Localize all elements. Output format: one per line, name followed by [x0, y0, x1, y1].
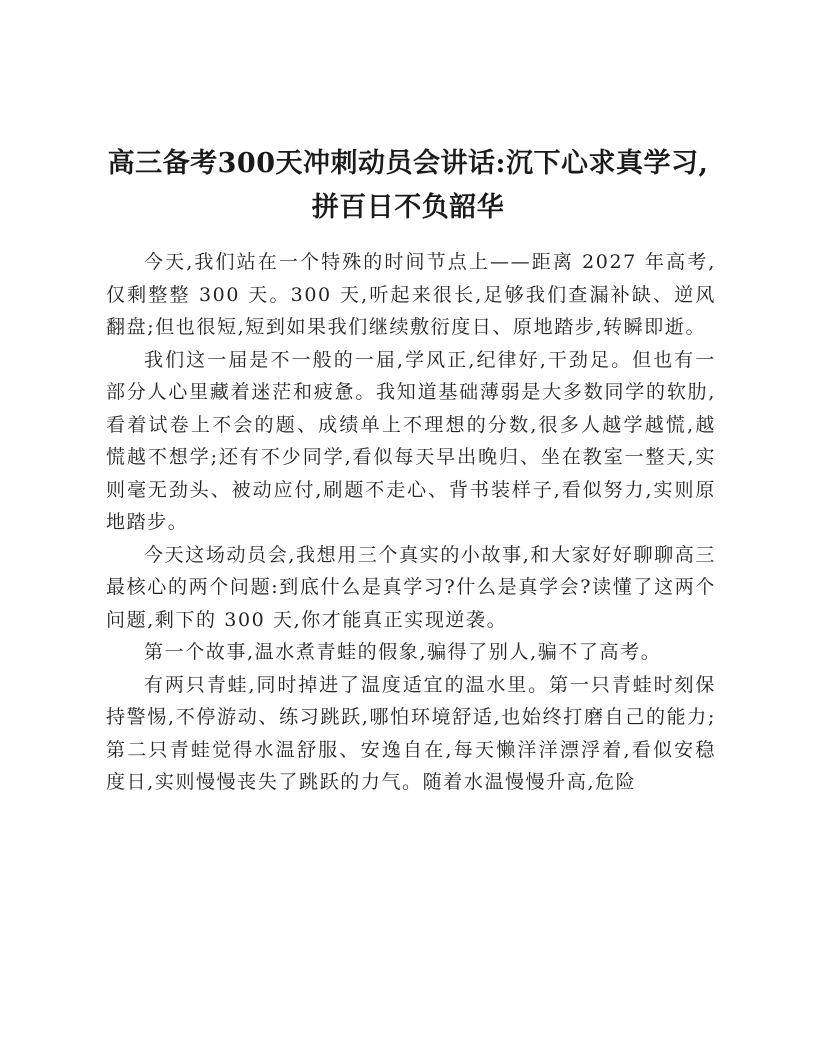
document-body	[106, 246, 716, 799]
paragraph: 我们这一届是不一般的一届,学风正,纪律好,干劲足。但也有一部分人心里藏着迷茫和疲惫。我知道基础薄弱是大多数同学的软肋,看着试卷上不会的题、成绩单上不理想的分数,很多人越学越慌,越慌越不想学;还有不少同学,看似每天早出晚归、坐在教室一整天,实则毫无劲头、被动应付,刷题不走心、背书装样子,看似努力,实则原地踏步。	[106, 348, 716, 533]
paragraph: 今天这场动员会,我想用三个真实的小故事,和大家好好聊聊高三最核心的两个问题:到底什么是真学习?什么是真学会?读懂了这两个问题,剩下的 300 天,你才能真正实现逆袭。	[106, 543, 716, 631]
paragraph: 有两只青蛙,同时掉进了温度适宜的温水里。第一只青蛙时刻保持警惕,不停游动、练习跳跃,哪怕环境舒适,也始终打磨自己的能力;第二只青蛙觉得水温舒服、安逸自在,每天懒洋洋漂浮着,看似安稳度日,实则慢慢丧失了跳跃的力气。随着水温慢慢升高,危险	[106, 673, 716, 793]
document-title: 高三备考300天冲刺动员会讲话:沉下心求真学习,拼百日不负韶华	[107, 148, 709, 223]
paragraph: 今天,我们站在一个特殊的时间节点上——距离 2027 年高考,仅剩整整 300 天。300 天,听起来很长,足够我们查漏补缺、逆风翻盘;但也很短,短到如果我们继续敷衍度日、原地踏步,转瞬即逝。	[106, 251, 716, 338]
paragraph: 第一个故事,温水煮青蛙的假象,骗得了别人,骗不了高考。	[144, 641, 662, 663]
